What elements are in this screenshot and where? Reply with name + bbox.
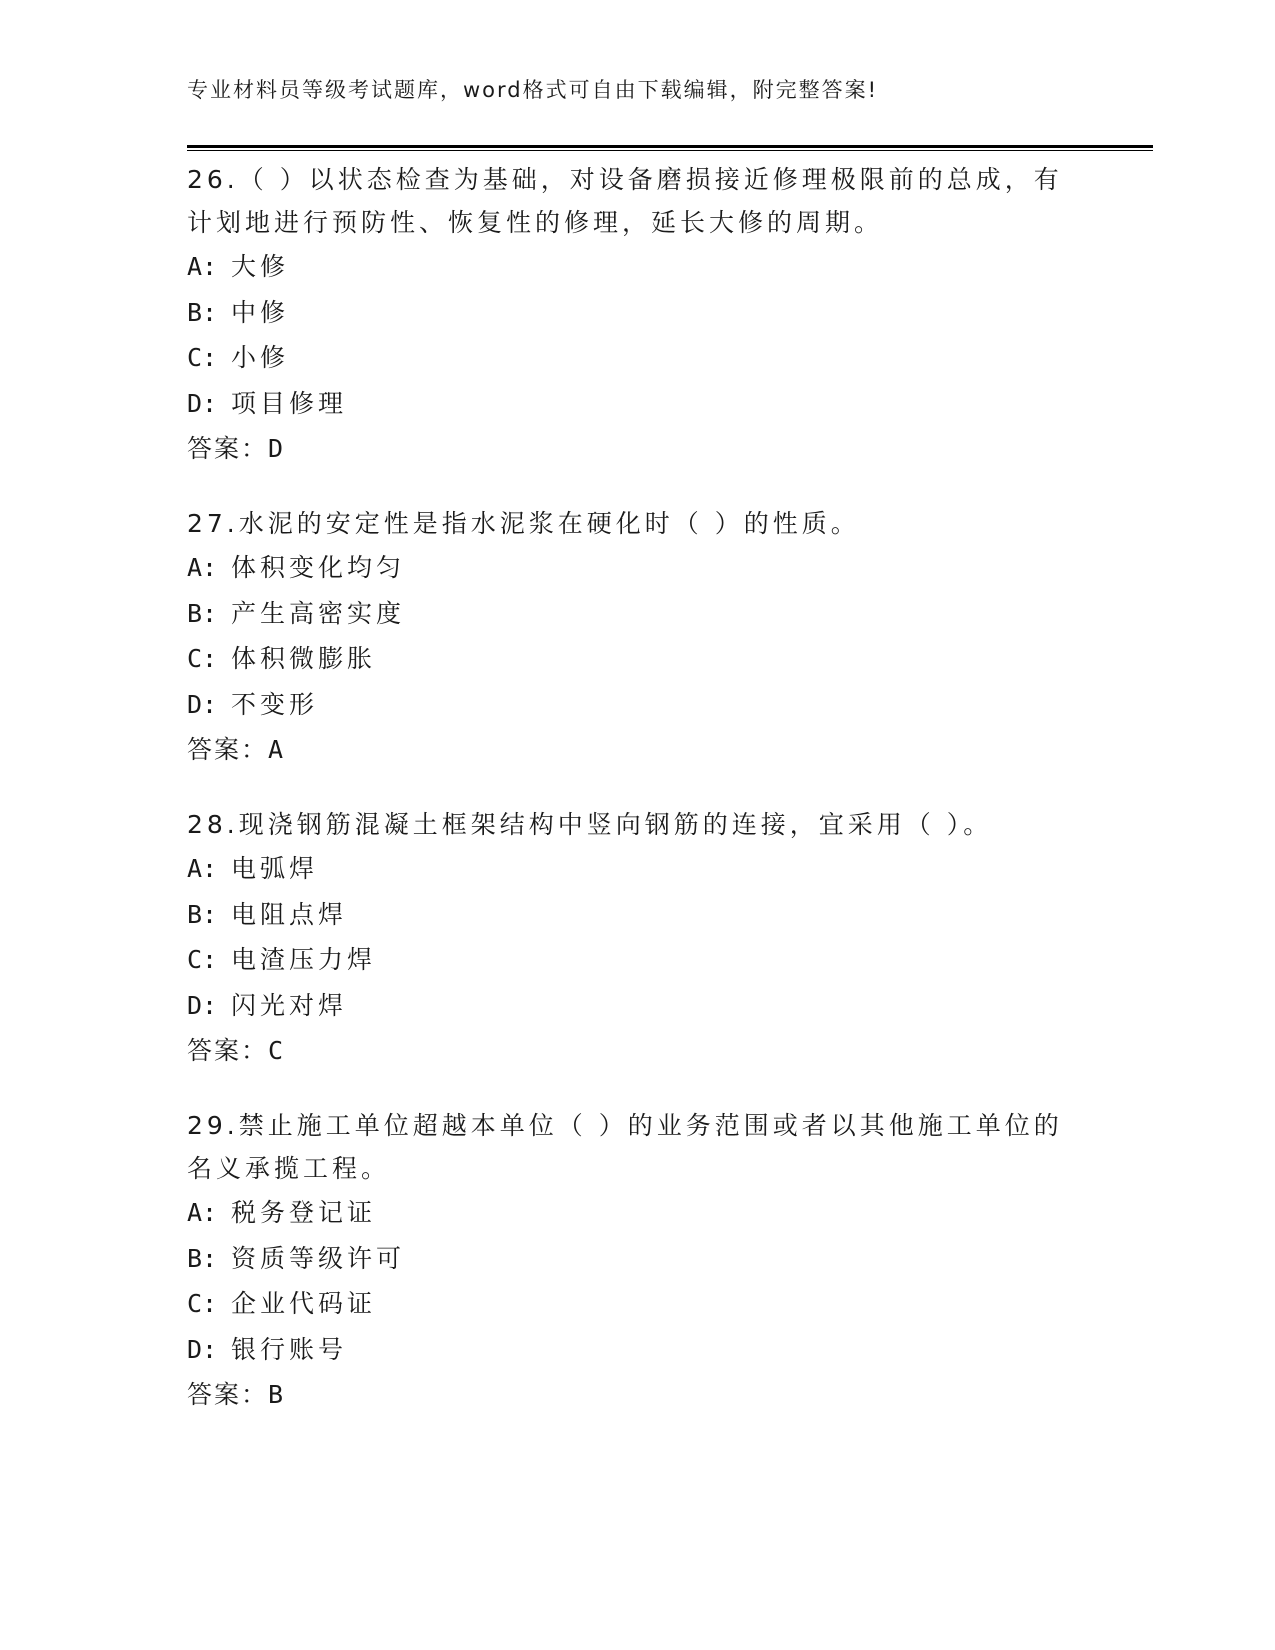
question-28 [187,803,1067,1074]
option-letter: C: [187,343,218,372]
option-text: 大修 [231,252,290,281]
answer-value: D [268,434,286,463]
option-text: 电渣压力焊 [231,945,377,974]
header-note: 专业材料员等级考试题库，word格式可自由下载编辑，附完整答案! [187,78,879,102]
option-text: 闪光对焊 [231,990,348,1020]
option-a [187,846,1067,892]
answer-line [187,1028,1067,1074]
header-rule-thick [187,145,1153,148]
option-text: 不变形 [231,689,319,719]
option-letter: A: [187,1198,218,1227]
option-text: 中修 [231,297,290,327]
option-letter: A: [187,854,218,883]
option-text: 银行账号 [231,1334,348,1364]
answer-line [187,727,1067,773]
option-text: 资质等级许可 [231,1243,406,1273]
answer-line [187,1372,1067,1418]
option-a [187,1190,1067,1236]
question-stem: 26.（ ）以状态检查为基础，对设备磨损接近修理极限前的总成，有计划地进行预防性、恢复性的修理，延长大修的周期。 [187,165,1063,237]
option-text: 体积变化均匀 [231,553,406,582]
option-b [187,591,1067,637]
question-list [187,158,1067,1448]
answer-label: 答案： [187,1380,269,1409]
option-d [187,983,1067,1029]
answer-value: B [268,1380,286,1409]
answer-value: A [268,735,286,764]
option-letter: C: [187,945,218,974]
question-stem: 27.水泥的安定性是指水泥浆在硬化时（ ）的性质。 [187,509,860,538]
option-letter: C: [187,1289,218,1318]
option-letter: B: [187,899,218,929]
answer-label: 答案： [187,1036,269,1065]
option-b [187,892,1067,938]
option-c [187,937,1067,983]
option-text: 产生高密实度 [231,598,406,628]
option-letter: D: [187,1334,218,1364]
answer-line [187,426,1067,472]
question-27 [187,502,1067,773]
header-rule-thin [187,150,1153,151]
option-a [187,244,1067,290]
option-text: 体积微膨胀 [231,644,377,673]
question-26 [187,158,1067,472]
option-letter: D: [187,990,218,1020]
option-text: 项目修理 [231,388,348,418]
answer-label: 答案： [187,735,269,764]
option-letter: A: [187,252,218,281]
option-d [187,682,1067,728]
option-letter: B: [187,598,218,628]
option-letter: A: [187,553,218,582]
option-a [187,545,1067,591]
option-text: 税务登记证 [231,1198,377,1227]
option-letter: D: [187,388,218,418]
option-d [187,1327,1067,1373]
option-letter: C: [187,644,218,673]
question-29 [187,1104,1067,1418]
option-text: 企业代码证 [231,1289,377,1318]
option-text: 小修 [231,343,290,372]
option-text: 电阻点焊 [231,899,348,929]
answer-value: C [268,1036,286,1065]
option-c [187,335,1067,381]
option-b [187,290,1067,336]
option-d [187,381,1067,427]
option-letter: B: [187,1243,218,1273]
option-text: 电弧焊 [231,854,319,883]
answer-label: 答案： [187,434,269,463]
question-stem: 28.现浇钢筋混凝土框架结构中竖向钢筋的连接，宜采用（ ）。 [187,810,993,839]
option-b [187,1236,1067,1282]
option-letter: B: [187,297,218,327]
option-c [187,1281,1067,1327]
option-letter: D: [187,689,218,719]
option-c [187,636,1067,682]
question-stem: 29.禁止施工单位超越本单位（ ）的业务范围或者以其他施工单位的名义承揽工程。 [187,1111,1063,1183]
